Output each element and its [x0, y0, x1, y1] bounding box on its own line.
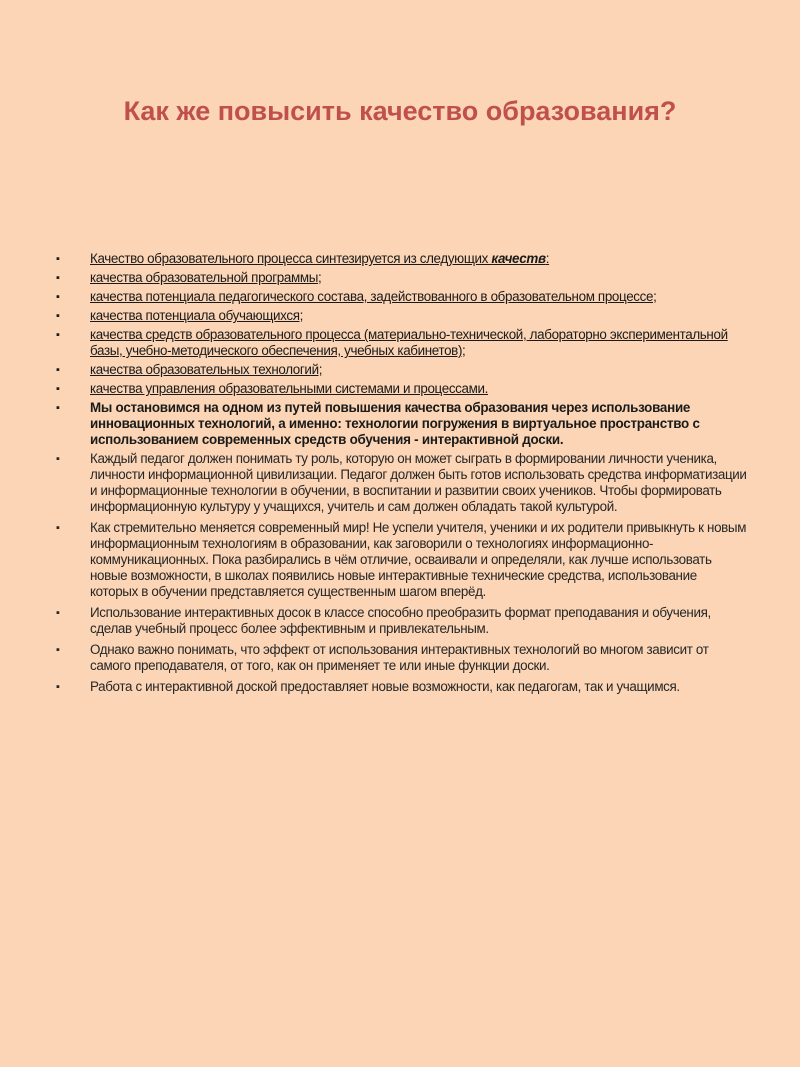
bullet-icon: ▪ — [56, 607, 60, 619]
bullet-icon: ▪ — [56, 253, 60, 265]
bullet-list — [56, 251, 748, 700]
list-item: ▪ Однако важно понимать, что эффект от использования интерактивных технологий во многом зависит от самого преподавателя, от того, как он применяет те или иные функции доски. — [56, 642, 709, 673]
list-item: ▪ качества средств образовательного процесса (материально-технической, лабораторно экспериментальной базы, учебно-методического обеспечения, учебных кабинетов); — [56, 327, 728, 358]
list-item: ▪ качества потенциала педагогического состава, задействованного в образовательном процессе; — [56, 289, 657, 304]
list-item: ▪ Каждый педагог должен понимать ту роль, которую он может сыграть в формировании личности ученика, личности информационной цивилизации. Педагог должен быть готов использовать средства информатизации и информационные технологии в обучении, в воспитании и развитии своих учеников. Чтобы формировать информационную культуру у учащихся, учитель и сам должен обладать такой культурой. — [56, 451, 747, 514]
list-item: ▪ Качество образовательного процесса синтезируется из следующих качеств: — [56, 251, 550, 266]
list-item-highlight: ▪ Мы остановимся на одном из путей повышения качества образования через использование инновационных технологий, а именно: технологии погружения в виртуальное пространство с использованием современных средств обучения - интерактивной доски. — [56, 400, 700, 447]
bullet-icon: ▪ — [56, 272, 60, 284]
slide-title: Как же повысить качество образования? — [123, 96, 677, 126]
bullet-icon: ▪ — [56, 329, 60, 341]
bullet-icon: ▪ — [56, 522, 60, 534]
list-item: ▪ качества образовательных технологий; — [56, 362, 323, 377]
list-item: ▪ Использование интерактивных досок в классе способно преобразить формат преподавания и обучения, сделав учебный процесс более эффективным и привлекательным. — [56, 605, 711, 636]
list-item: ▪ Как стремительно меняется современный мир! Не успели учителя, ученики и их родители привыкнуть к новым информационным технологиям в образовании, как заговорили о технологиях информационно-коммуникационных. Пока разбирались в чём отличие, осваивали и определяли, как лучше использовать новые возможности, в школах появились новые интерактивные технические средства, использование которых в обучении представляется существенным шагом вперёд. — [56, 520, 747, 599]
bullet-icon: ▪ — [56, 453, 60, 465]
list-item: ▪ качества образовательной программы; — [56, 270, 322, 285]
bullet-icon: ▪ — [56, 291, 60, 303]
bullet-icon: ▪ — [56, 644, 60, 656]
bullet-icon: ▪ — [56, 681, 60, 693]
list-item: ▪ качества управления образовательными системами и процессами. — [56, 381, 488, 396]
bullet-icon: ▪ — [56, 310, 60, 322]
list-item: ▪ качества потенциала обучающихся; — [56, 308, 303, 323]
bullet-icon: ▪ — [56, 364, 60, 376]
list-item: ▪ Работа с интерактивной доской предоставляет новые возможности, как педагогам, так и учащимся. — [56, 679, 680, 694]
bullet-icon: ▪ — [56, 402, 60, 414]
bullet-icon: ▪ — [56, 383, 60, 395]
